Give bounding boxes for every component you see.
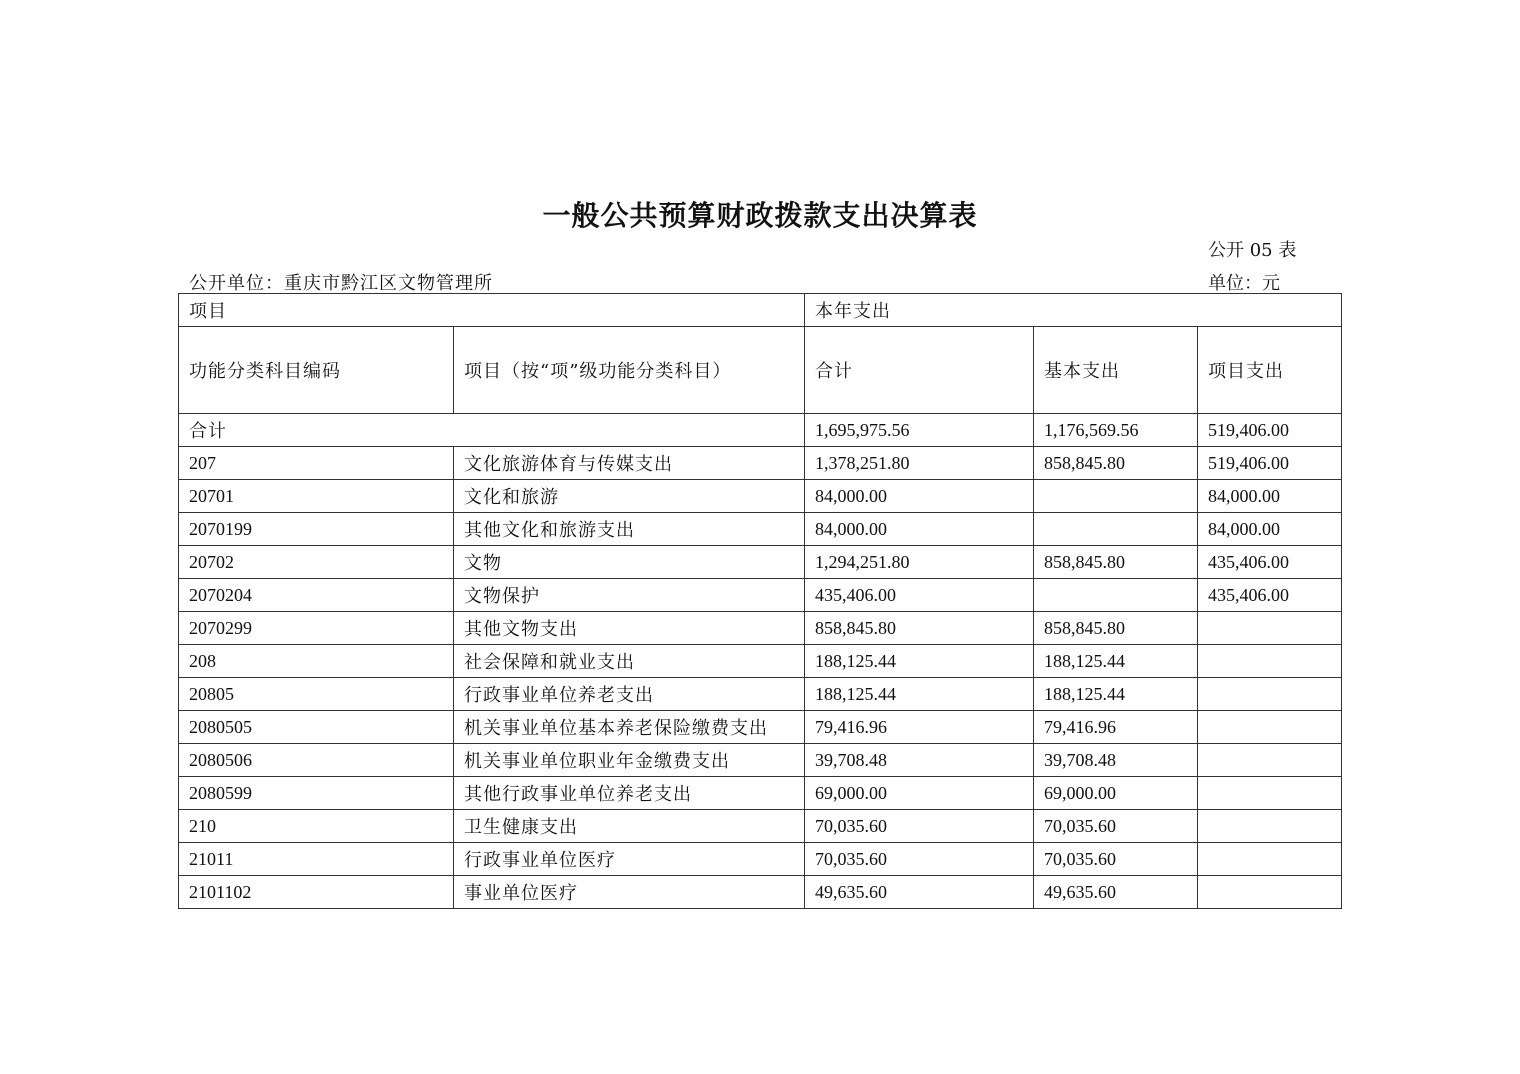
row-total: 858,845.80 — [805, 612, 1034, 645]
row-project — [1198, 645, 1342, 678]
row-code: 2070204 — [179, 579, 454, 612]
row-name: 事业单位医疗 — [454, 876, 805, 909]
row-total: 188,125.44 — [805, 678, 1034, 711]
row-name: 机关事业单位基本养老保险缴费支出 — [454, 711, 805, 744]
table-row — [179, 546, 1342, 579]
table-body — [179, 294, 1342, 909]
row-project — [1198, 711, 1342, 744]
row-name: 文化旅游体育与传媒支出 — [454, 447, 805, 480]
row-basic: 188,125.44 — [1034, 645, 1198, 678]
row-project — [1198, 744, 1342, 777]
table-row — [179, 777, 1342, 810]
reporting-unit: 公开单位：重庆市黔江区文物管理所 — [189, 273, 493, 294]
col-name-header: 项目（按“项”级功能分类科目） — [454, 327, 805, 414]
row-name: 社会保障和就业支出 — [454, 645, 805, 678]
row-total: 1,378,251.80 — [805, 447, 1034, 480]
row-total: 79,416.96 — [805, 711, 1034, 744]
row-basic: 858,845.80 — [1034, 546, 1198, 579]
row-code: 207 — [179, 447, 454, 480]
table-row — [179, 645, 1342, 678]
row-total: 1,294,251.80 — [805, 546, 1034, 579]
row-name: 文物保护 — [454, 579, 805, 612]
row-basic: 70,035.60 — [1034, 843, 1198, 876]
header-current-year: 本年支出 — [805, 294, 1342, 327]
row-project: 519,406.00 — [1198, 447, 1342, 480]
currency-unit: 单位：元 — [1208, 273, 1280, 294]
expenditure-table — [178, 293, 1342, 909]
col-project-header: 项目支出 — [1198, 327, 1342, 414]
table-row — [179, 678, 1342, 711]
row-project — [1198, 612, 1342, 645]
row-total: 84,000.00 — [805, 513, 1034, 546]
row-code: 2080506 — [179, 744, 454, 777]
table-row — [179, 876, 1342, 909]
row-total: 69,000.00 — [805, 777, 1034, 810]
col-basic-header: 基本支出 — [1034, 327, 1198, 414]
table-row — [179, 513, 1342, 546]
table-row — [179, 480, 1342, 513]
table-row — [179, 744, 1342, 777]
table-row — [179, 579, 1342, 612]
row-name: 卫生健康支出 — [454, 810, 805, 843]
total-project: 519,406.00 — [1198, 414, 1342, 447]
page-title: 一般公共预算财政拨款支出决算表 — [542, 199, 978, 232]
row-total: 49,635.60 — [805, 876, 1034, 909]
header-row-2 — [179, 327, 1342, 414]
table-row — [179, 612, 1342, 645]
row-basic — [1034, 480, 1198, 513]
row-basic: 858,845.80 — [1034, 612, 1198, 645]
row-total: 188,125.44 — [805, 645, 1034, 678]
total-label: 合计 — [179, 414, 805, 447]
table-row — [179, 810, 1342, 843]
row-project: 435,406.00 — [1198, 579, 1342, 612]
row-name: 其他文化和旅游支出 — [454, 513, 805, 546]
total-row — [179, 414, 1342, 447]
row-code: 208 — [179, 645, 454, 678]
row-basic — [1034, 579, 1198, 612]
row-code: 20701 — [179, 480, 454, 513]
row-project — [1198, 678, 1342, 711]
row-code: 2070199 — [179, 513, 454, 546]
table-row — [179, 447, 1342, 480]
header-row-1 — [179, 294, 1342, 327]
row-code: 2080505 — [179, 711, 454, 744]
row-code: 21011 — [179, 843, 454, 876]
row-basic: 858,845.80 — [1034, 447, 1198, 480]
row-total: 70,035.60 — [805, 843, 1034, 876]
row-name: 行政事业单位养老支出 — [454, 678, 805, 711]
row-project: 84,000.00 — [1198, 513, 1342, 546]
table-row — [179, 711, 1342, 744]
row-basic: 188,125.44 — [1034, 678, 1198, 711]
table-number: 公开 05 表 — [1208, 240, 1297, 261]
row-total: 84,000.00 — [805, 480, 1034, 513]
row-code: 2080599 — [179, 777, 454, 810]
row-total: 70,035.60 — [805, 810, 1034, 843]
row-name: 机关事业单位职业年金缴费支出 — [454, 744, 805, 777]
row-basic: 49,635.60 — [1034, 876, 1198, 909]
row-code: 20805 — [179, 678, 454, 711]
row-basic: 79,416.96 — [1034, 711, 1198, 744]
row-code: 210 — [179, 810, 454, 843]
total-basic: 1,176,569.56 — [1034, 414, 1198, 447]
row-name: 行政事业单位医疗 — [454, 843, 805, 876]
row-total: 39,708.48 — [805, 744, 1034, 777]
col-total-header: 合计 — [805, 327, 1034, 414]
row-project — [1198, 843, 1342, 876]
row-name: 其他文物支出 — [454, 612, 805, 645]
table-row — [179, 843, 1342, 876]
row-project — [1198, 777, 1342, 810]
col-code-header: 功能分类科目编码 — [179, 327, 454, 414]
row-name: 其他行政事业单位养老支出 — [454, 777, 805, 810]
total-amount: 1,695,975.56 — [805, 414, 1034, 447]
header-item: 项目 — [179, 294, 805, 327]
row-basic: 39,708.48 — [1034, 744, 1198, 777]
row-project: 435,406.00 — [1198, 546, 1342, 579]
row-code: 2070299 — [179, 612, 454, 645]
row-basic: 70,035.60 — [1034, 810, 1198, 843]
row-project — [1198, 810, 1342, 843]
row-code: 20702 — [179, 546, 454, 579]
row-name: 文物 — [454, 546, 805, 579]
row-project: 84,000.00 — [1198, 480, 1342, 513]
row-name: 文化和旅游 — [454, 480, 805, 513]
row-total: 435,406.00 — [805, 579, 1034, 612]
row-basic: 69,000.00 — [1034, 777, 1198, 810]
row-project — [1198, 876, 1342, 909]
row-basic — [1034, 513, 1198, 546]
row-code: 2101102 — [179, 876, 454, 909]
